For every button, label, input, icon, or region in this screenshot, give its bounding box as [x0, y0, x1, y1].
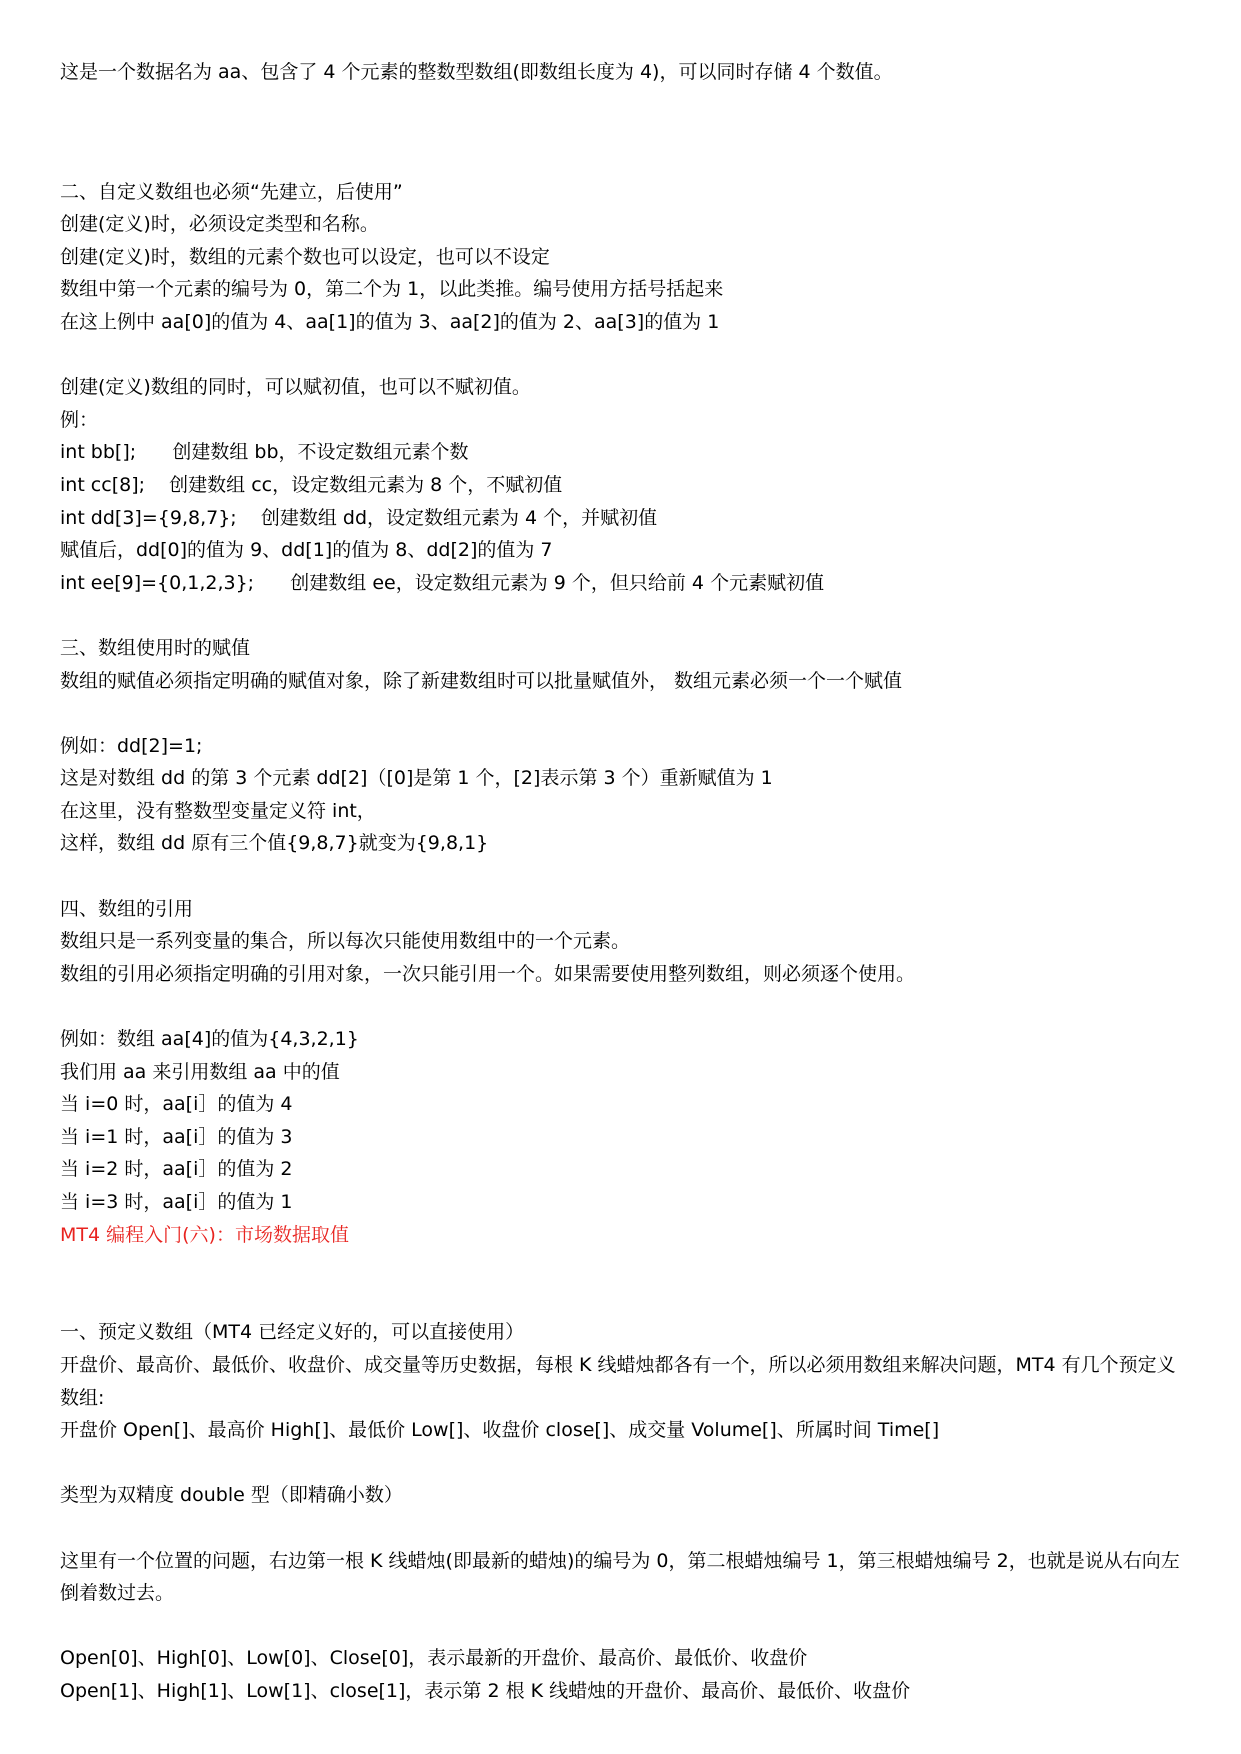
spacer — [60, 339, 1181, 372]
section-2-example-label: 例： — [60, 408, 99, 431]
section-4-example-4: 当 i=1 时，aa[i］的值为 3 — [60, 1125, 293, 1148]
section-3-heading: 三、数组使用时的赋值 — [60, 636, 251, 659]
code-example-bb: int bb[]; 创建数组 bb，不设定数组元素个数 — [60, 441, 469, 464]
section-3-example-1: 例如：dd[2]=1; — [60, 734, 203, 757]
section-2-line-5: 创建(定义)数组的同时，可以赋初值，也可以不赋初值。 — [60, 376, 531, 399]
spacer — [60, 990, 1181, 1023]
position-paragraph: 这里有一个位置的问题，右边第一根 K 线蜡烛(即最新的蜡烛)的编号为 0，第二根蜡烛编号 1，第三根蜡烛编号 2，也就是说从右向左倒着数过去。 — [60, 1549, 1180, 1605]
chapter-title: MT4 编程入门(六)：市场数据取值 — [60, 1223, 349, 1246]
code-example-cc: int cc[8]; 创建数组 cc，设定数组元素为 8 个，不赋初值 — [60, 473, 563, 496]
intro-line: 这是一个数据名为 aa、包含了 4 个元素的整数型数组(即数组长度为 4)，可以同时存储 4 个数值。 — [60, 61, 893, 83]
code-example-dd-values: 赋值后，dd[0]的值为 9、dd[1]的值为 8、dd[2]的值为 7 — [60, 539, 553, 562]
spacer — [60, 1610, 1181, 1643]
section-4-example-1: 例如：数组 aa[4]的值为{4,3,2,1} — [60, 1028, 359, 1051]
section-3-example-4: 这样，数组 dd 原有三个值{9,8,7}就变为{9,8,1} — [60, 832, 489, 855]
spacer — [60, 599, 1181, 632]
predefined-arrays-line: 开盘价 Open[]、最高价 High[]、最低价 Low[]、收盘价 close[]、成交量 Volume[]、所属时间 Time[] — [60, 1419, 940, 1442]
section-4-example-3: 当 i=0 时，aa[i］的值为 4 — [60, 1093, 293, 1116]
spacer — [60, 89, 1181, 176]
section-3-example-3: 在这里，没有整数型变量定义符 int， — [60, 799, 376, 822]
section-4-example-5: 当 i=2 时，aa[i］的值为 2 — [60, 1158, 293, 1181]
section-2-line-3: 数组中第一个元素的编号为 0，第二个为 1，以此类推。编号使用方括号括起来 — [60, 278, 724, 301]
code-example-ee: int ee[9]={0,1,2,3}; 创建数组 ee，设定数组元素为 9 个，但只给前 4 个元素赋初值 — [60, 571, 825, 594]
spacer — [60, 697, 1181, 730]
section-4-line-2: 数组的引用必须指定明确的引用对象，一次只能引用一个。如果需要使用整列数组，则必须逐个使用。 — [60, 962, 916, 985]
section-4-heading: 四、数组的引用 — [60, 897, 194, 920]
spacer — [60, 1512, 1181, 1545]
section-2-heading: 二、自定义数组也必须“先建立，后使用” — [60, 180, 403, 203]
section-4-example-6: 当 i=3 时，aa[i］的值为 1 — [60, 1191, 293, 1213]
type-line: 类型为双精度 double 型（即精确小数） — [60, 1484, 403, 1507]
section-2-line-2: 创建(定义)时，数组的元素个数也可以设定，也可以不设定 — [60, 245, 550, 268]
part-1-heading: 一、预定义数组（MT4 已经定义好的，可以直接使用） — [60, 1321, 525, 1344]
index-example-1: Open[1]、High[1]、Low[1]、close[1]，表示第 2 根 K 线蜡烛的开盘价、最高价、最低价、收盘价 — [60, 1679, 911, 1702]
section-2-line-4: 在这上例中 aa[0]的值为 4、aa[1]的值为 3、aa[2]的值为 2、aa[3]的值为 1 — [60, 310, 720, 333]
section-3-example-2: 这是对数组 dd 的第 3 个元素 dd[2]（[0]是第 1 个，[2]表示第 3 个）重新赋值为 1 — [60, 767, 773, 790]
spacer — [60, 860, 1181, 893]
spacer — [60, 1447, 1181, 1480]
spacer — [60, 1251, 1181, 1316]
code-example-dd: int dd[3]={9,8,7}; 创建数组 dd，设定数组元素为 4 个，并赋初值 — [60, 506, 658, 529]
section-4-example-2: 我们用 aa 来引用数组 aa 中的值 — [60, 1060, 340, 1083]
section-2-line-1: 创建(定义)时，必须设定类型和名称。 — [60, 213, 379, 236]
section-3-line: 数组的赋值必须指定明确的赋值对象，除了新建数组时可以批量赋值外， 数组元素必须一个一个赋值 — [60, 669, 903, 692]
index-example-0: Open[0]、High[0]、Low[0]、Close[0]，表示最新的开盘价、最高价、最低价、收盘价 — [60, 1647, 808, 1670]
section-4-line-1: 数组只是一系列变量的集合，所以每次只能使用数组中的一个元素。 — [60, 930, 631, 953]
part-1-paragraph: 开盘价、最高价、最低价、收盘价、成交量等历史数据，每根 K 线蜡烛都各有一个，所以必须用数组来解决问题，MT4 有几个预定义数组: — [60, 1353, 1176, 1409]
